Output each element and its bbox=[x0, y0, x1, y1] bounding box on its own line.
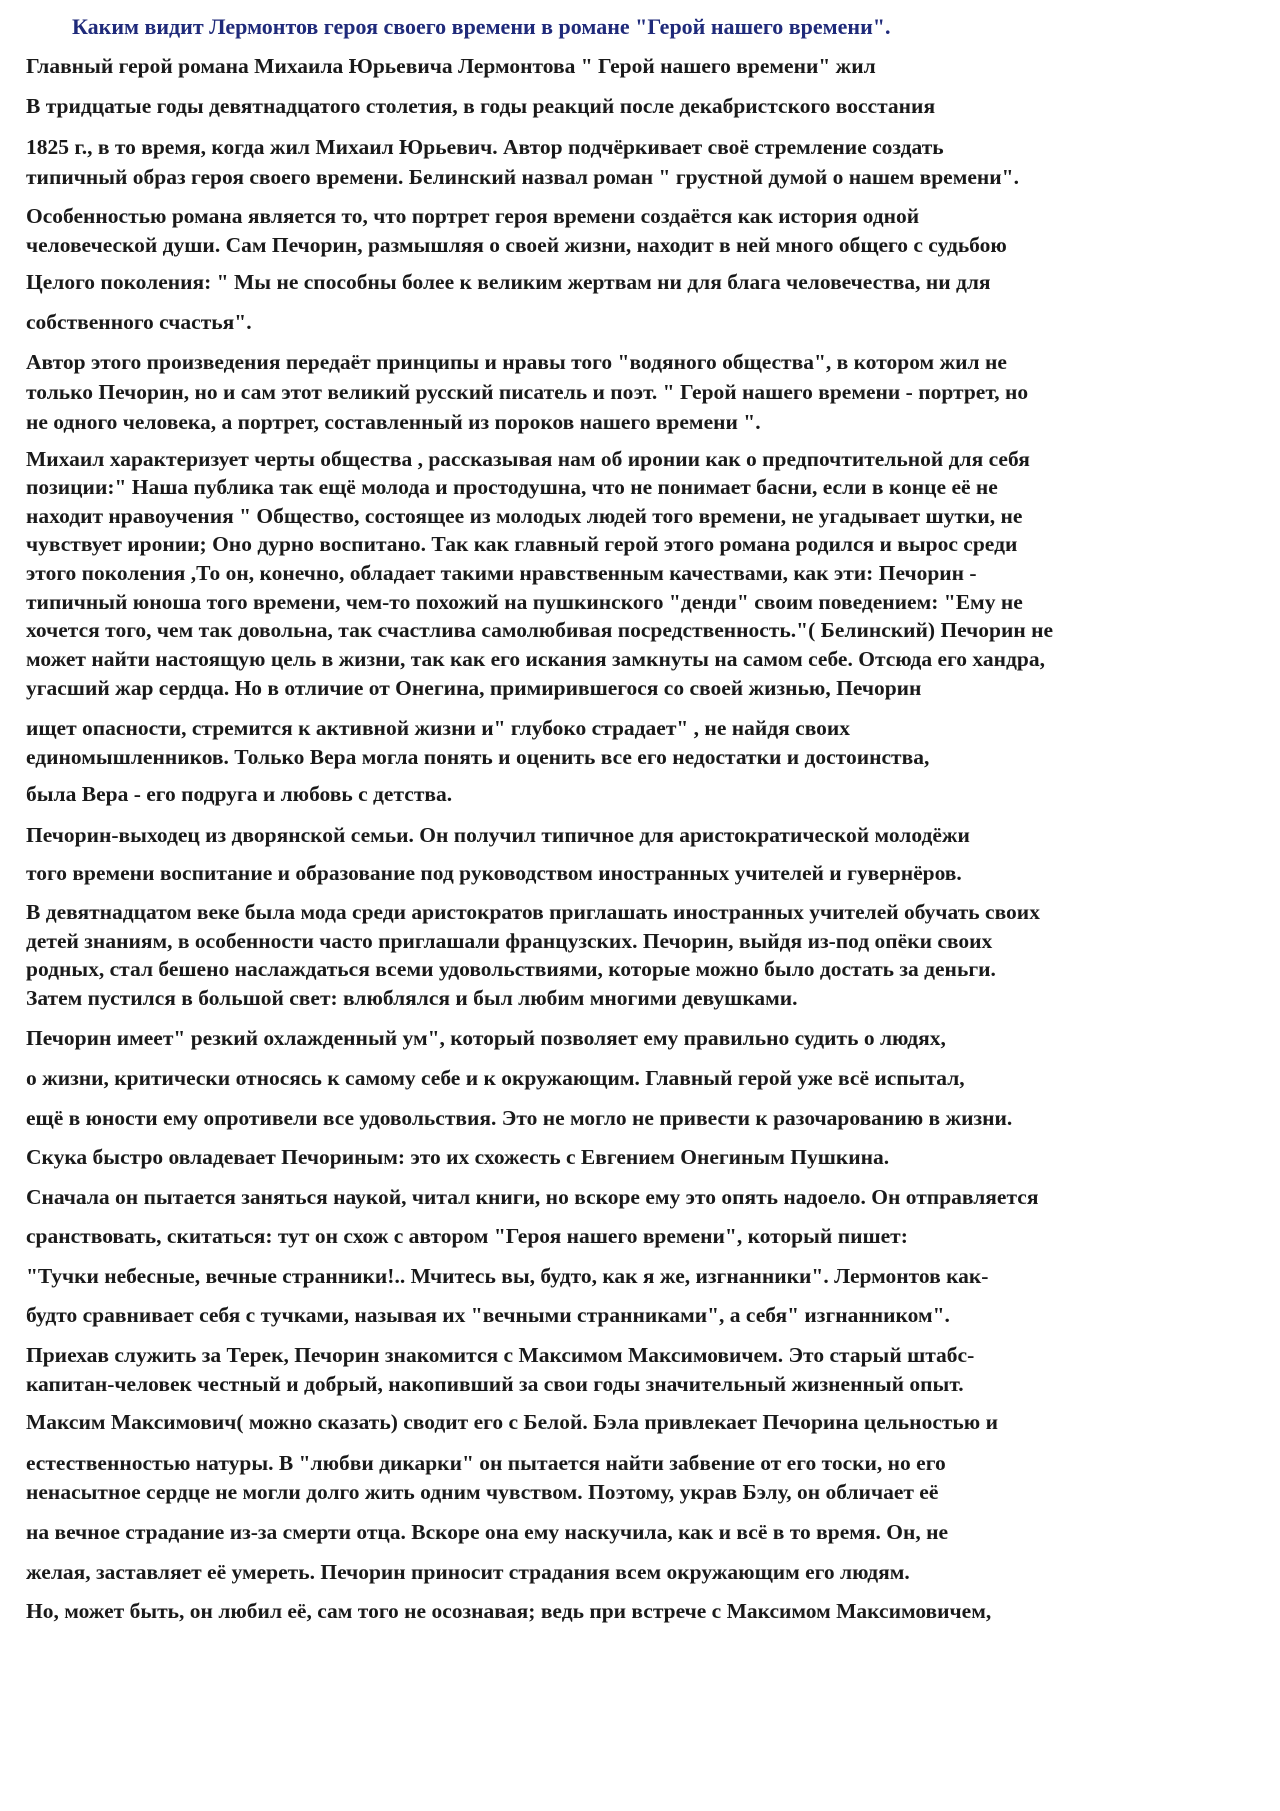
text-line: Печорин имеет" резкий охлажденный ум", который позволяет ему правильно судить о людях, bbox=[26, 1026, 946, 1050]
text-line: собственного счастья". bbox=[26, 310, 252, 334]
text-line: Печорин-выходец из дворянской семьи. Он получил типичное для аристократической молодёжи bbox=[26, 823, 970, 847]
text-line: Максим Максимович( можно сказать) сводит его с Белой. Бэла привлекает Печорина цельностью и bbox=[26, 1410, 998, 1434]
text-line: на вечное страдание из-за смерти отца. Вскоре она ему наскучила, как и всё в то время. Он, не bbox=[26, 1520, 949, 1544]
text-line: ещё в юности ему опротивели все удовольствия. Это не могло не привести к разочарованию в жизни. bbox=[26, 1106, 1013, 1130]
text-line: Скука быстро овладевает Печориным: это их схожесть с Евгением Онегиным Пушкина. bbox=[26, 1145, 890, 1169]
text-line: Но, может быть, он любил её, сам того не осознавая; ведь при встрече с Максимом Максимовичем, bbox=[26, 1599, 992, 1623]
text-line: не одного человека, а портрет, составленный из пороков нашего времени ". bbox=[26, 410, 761, 434]
text-line: 1825 г., в то время, когда жил Михаил Юрьевич. Автор подчёркивает своё стремление создать bbox=[26, 135, 944, 159]
text-line: находит нравоучения " Общество, состоящее из молодых людей того времени, не угадывает шутки, не bbox=[26, 504, 1023, 528]
text-line: родных, стал бешено наслаждаться всеми удовольствиями, которые можно было достать за деньги. bbox=[26, 957, 996, 981]
text-line: чувствует иронии; Оно дурно воспитано. Так как главный герой этого романа родился и вырос среди bbox=[26, 532, 1018, 556]
text-line: естественностью натуры. В "любви дикарки" он пытается найти забвение от его тоски, но его bbox=[26, 1451, 946, 1475]
text-line: сранствовать, скитаться: тут он схож с автором "Героя нашего времени", который пишет: bbox=[26, 1224, 908, 1248]
text-line: капитан-человек честный и добрый, накопивший за свои годы значительный жизненный опыт. bbox=[26, 1372, 964, 1396]
text-line: угасший жар сердца. Но в отличие от Онегина, примирившегося со своей жизнью, Печорин bbox=[26, 676, 922, 700]
text-line: В тридцатые годы девятнадцатого столетия, в годы реакций после декабристского восстания bbox=[26, 94, 936, 118]
text-line: детей знаниям, в особенности часто приглашали французских. Печорин, выйдя из-под опёки своих bbox=[26, 929, 993, 953]
document-title: Каким видит Лермонтов героя своего времени в романе "Герой нашего времени". bbox=[72, 14, 891, 39]
text-line: Михаил характеризует черты общества , рассказывая нам об иронии как о предпочтительной для себя bbox=[26, 447, 1030, 471]
text-line: Приехав служить за Терек, Печорин знакомится с Максимом Максимовичем. Это старый штабс- bbox=[26, 1343, 975, 1367]
text-line: будто сравнивает себя с тучками, называя их "вечными странниками", а себя" изгнанником". bbox=[26, 1303, 950, 1327]
text-line: В девятнадцатом веке была мода среди аристократов приглашать иностранных учителей обучать своих bbox=[26, 900, 1040, 924]
text-line: была Вера - его подруга и любовь с детства. bbox=[26, 782, 453, 806]
text-line: Автор этого произведения передаёт принципы и нравы того "водяного общества", в котором жил не bbox=[26, 350, 1007, 374]
text-line: ищет опасности, стремится к активной жизни и" глубоко страдает" , не найдя своих bbox=[26, 716, 851, 740]
text-line: желая, заставляет её умереть. Печорин приносит страдания всем окружающим его людям. bbox=[26, 1560, 910, 1584]
text-line: Особенностью романа является то, что портрет героя времени создаётся как история одной bbox=[26, 204, 920, 228]
text-line: Сначала он пытается заняться наукой, читал книги, но вскоре ему это опять надоело. Он отправляется bbox=[26, 1185, 1039, 1209]
text-line: Целого поколения: " Мы не способны более к великим жертвам ни для блага человечества, ни для bbox=[26, 270, 991, 294]
text-line: ненасытное сердце не могли долго жить одним чувством. Поэтому, украв Бэлу, он обличает её bbox=[26, 1480, 939, 1504]
text-line: только Печорин, но и сам этот великий русский писатель и поэт. " Герой нашего времени - портрет, но bbox=[26, 380, 1029, 404]
text-line: единомышленников. Только Вера могла понять и оценить все его недостатки и достоинства, bbox=[26, 745, 930, 769]
text-line: хочется того, чем так довольна, так счастлива самолюбивая посредственность."( Белинский) Печорин не bbox=[26, 618, 1054, 642]
text-line: позиции:" Наша публика так ещё молода и простодушна, что не понимает басни, если в конце её не bbox=[26, 475, 998, 499]
text-line: может найти настоящую цель в жизни, так как его искания замкнуты на самом себе. Отсюда его хандра, bbox=[26, 647, 1045, 671]
text-line: Главный герой романа Михаила Юрьевича Лермонтова " Герой нашего времени" жил bbox=[26, 54, 876, 78]
text-line: человеческой души. Сам Печорин, размышляя о своей жизни, находит в ней много общего с судьбою bbox=[26, 233, 1007, 257]
text-line: о жизни, критически относясь к самому себе и к окружающим. Главный герой уже всё испытал, bbox=[26, 1066, 965, 1090]
text-line: "Тучки небесные, вечные странники!.. Мчитесь вы, будто, как я же, изгнанники". Лермонтов как- bbox=[26, 1264, 989, 1288]
text-line: типичный юноша того времени, чем-то похожий на пушкинского "денди" своим поведением: "Ему не bbox=[26, 590, 1023, 614]
text-line: Затем пустился в большой свет: влюблялся и был любим многими девушками. bbox=[26, 986, 798, 1010]
text-line: того времени воспитание и образование под руководством иностранных учителей и гувернёров. bbox=[26, 861, 962, 885]
text-line: типичный образ героя своего времени. Белинский назвал роман " грустной думой о нашем времени". bbox=[26, 165, 1019, 189]
text-line: этого поколения ,То он, конечно, обладает такими нравственным качествами, как эти: Печорин - bbox=[26, 561, 977, 585]
